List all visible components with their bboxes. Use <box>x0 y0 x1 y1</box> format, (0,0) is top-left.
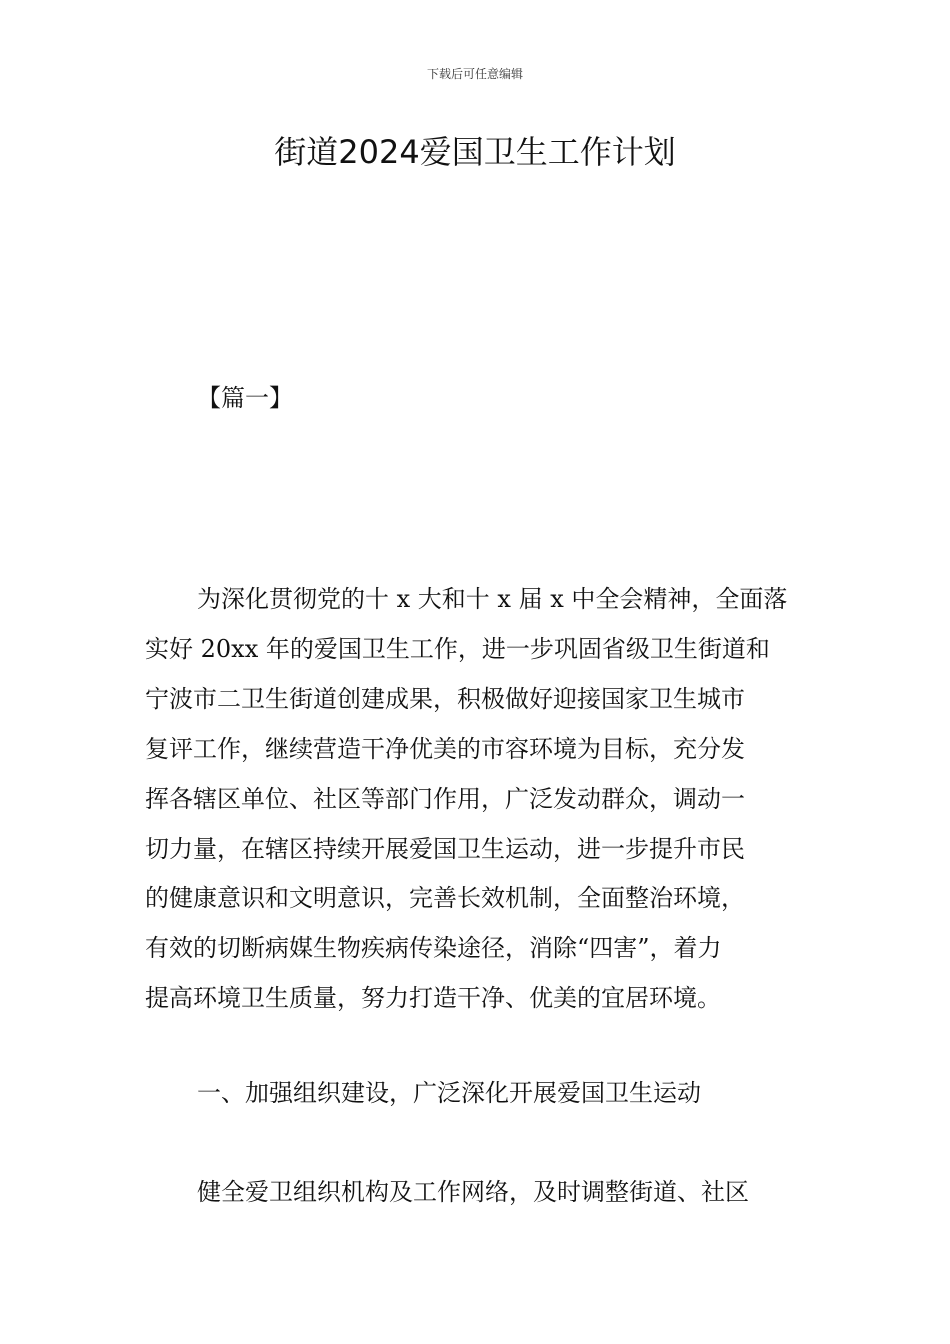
paragraph-line: 为深化贯彻党的十 x 大和十 x 届 x 中全会精神，全面落 <box>197 585 788 613</box>
section-heading-one <box>145 1069 807 1119</box>
second-paragraph <box>145 1168 807 1218</box>
section-heading-text: 一、加强组织建设，广泛深化开展爱国卫生运动 <box>197 1079 701 1107</box>
paragraph-line: 宁波市二卫生街道创建成果，积极做好迎接国家卫生城市 <box>145 684 745 713</box>
page-header-note: 下载后可任意编辑 <box>426 67 523 81</box>
paragraph-line: 复评工作，继续营造干净优美的市容环境为目标，充分发 <box>145 734 745 763</box>
paragraph-line: 切力量，在辖区持续开展爱国卫生运动，进一步提升市民 <box>145 834 745 863</box>
paragraph-line: 有效的切断病媒生物疾病传染途径，消除“四害”，着力 <box>145 934 722 963</box>
intro-paragraph <box>145 575 807 1024</box>
paragraph-line: 挥各辖区单位、社区等部门作用，广泛发动群众，调动一 <box>145 784 745 813</box>
paragraph-line: 的健康意识和文明意识，完善长效机制，全面整治环境， <box>145 884 745 913</box>
document-title: 街道2024爱国卫生工作计划 <box>274 133 676 171</box>
paragraph-line: 实好 20xx 年的爱国卫生工作，进一步巩固省级卫生街道和 <box>145 634 770 663</box>
paragraph-line: 提高环境卫生质量，努力打造干净、优美的宜居环境。 <box>145 984 721 1013</box>
paragraph-line: 健全爱卫组织机构及工作网络，及时调整街道、社区 <box>197 1178 749 1206</box>
section-label: 【篇一】 <box>197 384 293 412</box>
